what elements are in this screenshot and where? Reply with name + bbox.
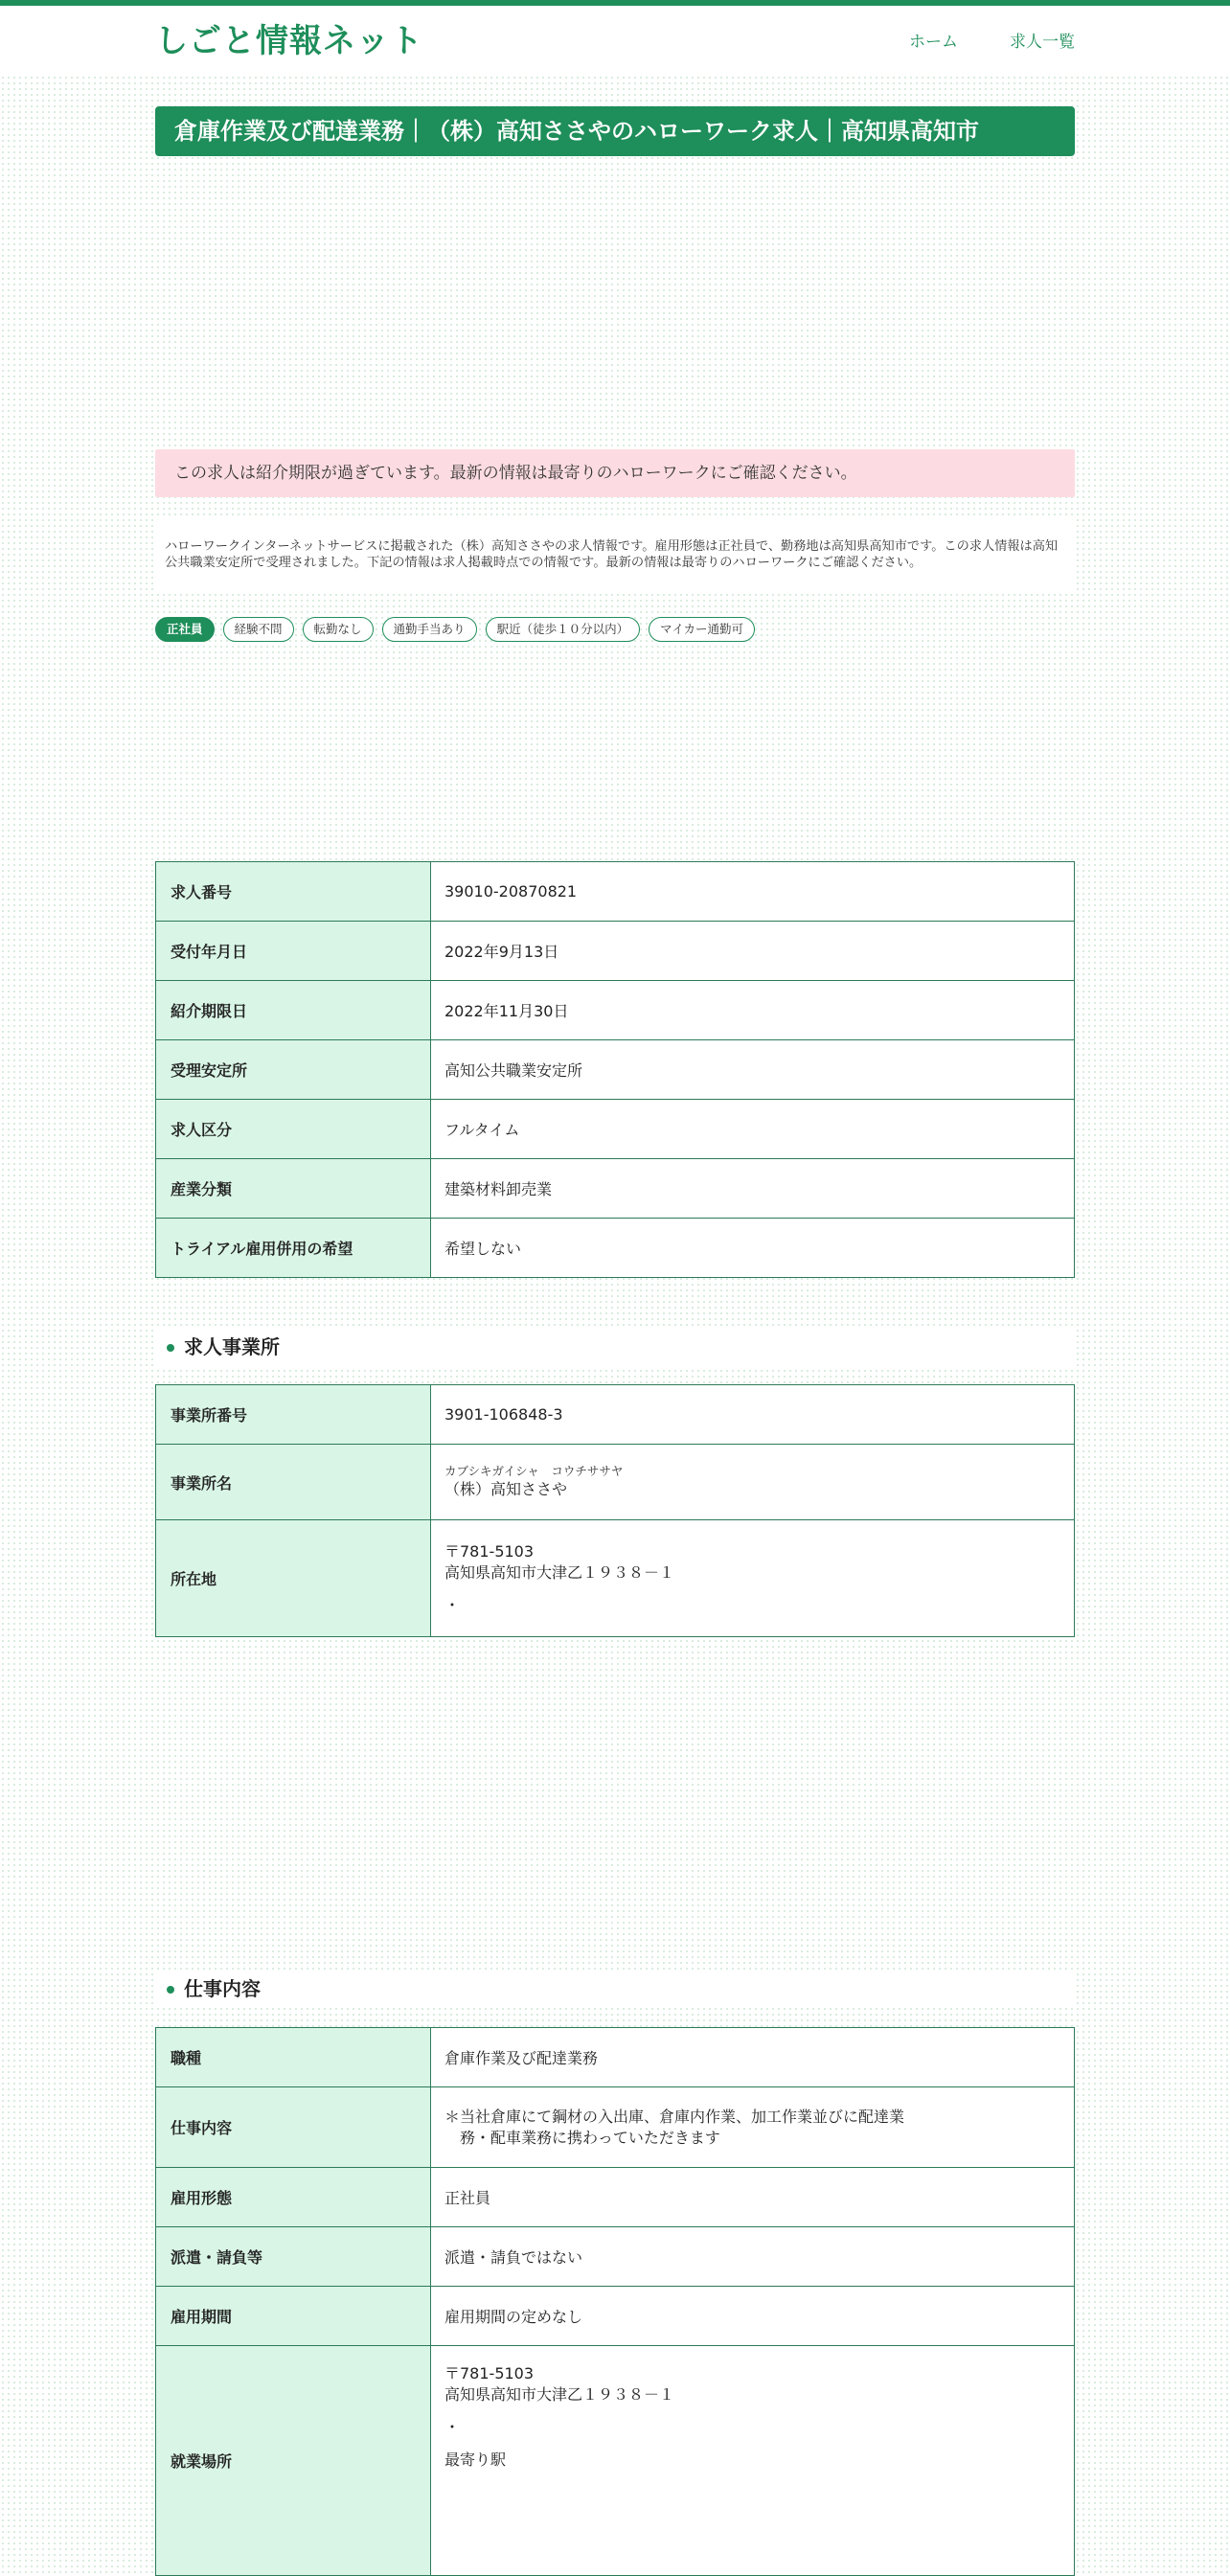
row-label: 職種 bbox=[156, 2028, 431, 2087]
table-row bbox=[156, 1520, 1075, 1637]
job-section-heading: 仕事内容 bbox=[155, 1970, 1075, 2008]
postal-code: 〒781-5103 bbox=[444, 1541, 535, 1561]
table-row bbox=[156, 2346, 1075, 2576]
row-label: 所在地 bbox=[156, 1520, 431, 1637]
row-label: 仕事内容 bbox=[156, 2087, 431, 2168]
office-name-kana: カブシキガイシャ コウチササヤ bbox=[444, 1464, 624, 1478]
nav-job-list-link[interactable]: 求人一覧 bbox=[1010, 33, 1075, 52]
site-header bbox=[0, 6, 1230, 77]
tag-list bbox=[155, 617, 1075, 642]
row-label: 事業所名 bbox=[156, 1445, 431, 1520]
row-label: 雇用期間 bbox=[156, 2287, 431, 2346]
row-label: トライアル雇用併用の希望 bbox=[156, 1219, 431, 1278]
table-row bbox=[156, 2227, 1075, 2287]
table-row bbox=[156, 1219, 1075, 1278]
employer-table bbox=[155, 1384, 1075, 1637]
row-label: 派遣・請負等 bbox=[156, 2227, 431, 2287]
table-row bbox=[156, 2168, 1075, 2227]
row-value: 39010-20870821 bbox=[431, 862, 1075, 922]
row-value: 希望しない bbox=[431, 1219, 1075, 1278]
job-content-line1: ＊当社倉庫にて鋼材の入出庫、倉庫内作業、加工作業並びに配達業 bbox=[444, 2107, 905, 2126]
row-label: 雇用形態 bbox=[156, 2168, 431, 2227]
row-label: 受理安定所 bbox=[156, 1040, 431, 1100]
site-logo[interactable]: しごと情報ネット bbox=[155, 22, 423, 60]
office-name-cell bbox=[431, 1445, 1075, 1520]
employment-period: 雇用期間の定めなし bbox=[431, 2287, 1075, 2346]
dispatch-type: 派遣・請負ではない bbox=[431, 2227, 1075, 2287]
row-label: 求人区分 bbox=[156, 1100, 431, 1159]
workplace-postal: 〒781-5103 bbox=[444, 2364, 535, 2382]
row-value: フルタイム bbox=[431, 1100, 1075, 1159]
row-value: 2022年9月13日 bbox=[431, 922, 1075, 981]
row-label: 受付年月日 bbox=[156, 922, 431, 981]
row-label: 就業場所 bbox=[156, 2346, 431, 2576]
table-row bbox=[156, 862, 1075, 922]
workplace-address: 高知県高知市大津乙１９３８－１ bbox=[444, 2385, 675, 2404]
row-value: 建築材料卸売業 bbox=[431, 1159, 1075, 1219]
table-row bbox=[156, 1100, 1075, 1159]
row-value: 高知公共職業安定所 bbox=[431, 1040, 1075, 1100]
row-label: 紹介期限日 bbox=[156, 981, 431, 1040]
basic-info-table bbox=[155, 861, 1075, 1278]
tag-regular-employee: 正社員 bbox=[155, 617, 215, 642]
nav-home-link[interactable]: ホーム bbox=[909, 33, 958, 52]
office-name: （株）高知ささや bbox=[444, 1480, 568, 1498]
office-number: 3901-106848-3 bbox=[431, 1385, 1075, 1445]
tag-no-experience: 経験不問 bbox=[223, 617, 294, 642]
job-title: 倉庫作業及び配達業務 bbox=[431, 2028, 1075, 2087]
workplace-cell bbox=[431, 2346, 1075, 2576]
tag-commute-allowance: 通勤手当あり bbox=[382, 617, 477, 642]
expired-alert: この求人は紹介期限が過ぎています。最新の情報は最寄りのハローワークにご確認ください。 bbox=[155, 449, 1075, 497]
row-label: 事業所番号 bbox=[156, 1385, 431, 1445]
table-row bbox=[156, 2087, 1075, 2168]
workplace-nearest-station: 最寄り駅 bbox=[444, 2451, 507, 2469]
table-row bbox=[156, 2028, 1075, 2087]
table-row bbox=[156, 1159, 1075, 1219]
page-title: 倉庫作業及び配達業務｜（株）高知ささやのハローワーク求人｜高知県高知市 bbox=[155, 106, 1075, 156]
address: 高知県高知市大津乙１９３８－１ bbox=[444, 1562, 675, 1582]
row-label: 求人番号 bbox=[156, 862, 431, 922]
table-row bbox=[156, 1040, 1075, 1100]
row-label: 産業分類 bbox=[156, 1159, 431, 1219]
table-row bbox=[156, 1385, 1075, 1445]
table-row bbox=[156, 922, 1075, 981]
row-value: 2022年11月30日 bbox=[431, 981, 1075, 1040]
employer-section-heading: 求人事業所 bbox=[155, 1328, 1075, 1366]
workplace-extra: ・ bbox=[444, 2418, 461, 2436]
job-content-cell bbox=[431, 2087, 1075, 2168]
job-description-summary: ハローワークインターネットサービスに掲載された（株）高知ささやの求人情報です。雇用形態は正社員で、勤務地は高知県高知市です。この求人情報は高知公共職業安定所で受理されました。下記の情報は求人掲載時点での情報です。最新の情報は最寄りのハローワークにご確認ください。 bbox=[155, 519, 1075, 591]
main-nav bbox=[909, 31, 1075, 54]
table-row bbox=[156, 2287, 1075, 2346]
table-row bbox=[156, 1445, 1075, 1520]
table-row bbox=[156, 981, 1075, 1040]
tag-no-transfer: 転勤なし bbox=[303, 617, 374, 642]
job-content-line2: 務・配車業務に携わっていただきます bbox=[444, 2128, 720, 2147]
address-cell bbox=[431, 1520, 1075, 1637]
tag-near-station: 駅近（徒歩１０分以内） bbox=[486, 617, 641, 642]
job-table bbox=[155, 2027, 1075, 2576]
tag-car-commute: マイカー通勤可 bbox=[649, 617, 755, 642]
address-extra: ・ bbox=[444, 1595, 461, 1614]
employment-type: 正社員 bbox=[431, 2168, 1075, 2227]
